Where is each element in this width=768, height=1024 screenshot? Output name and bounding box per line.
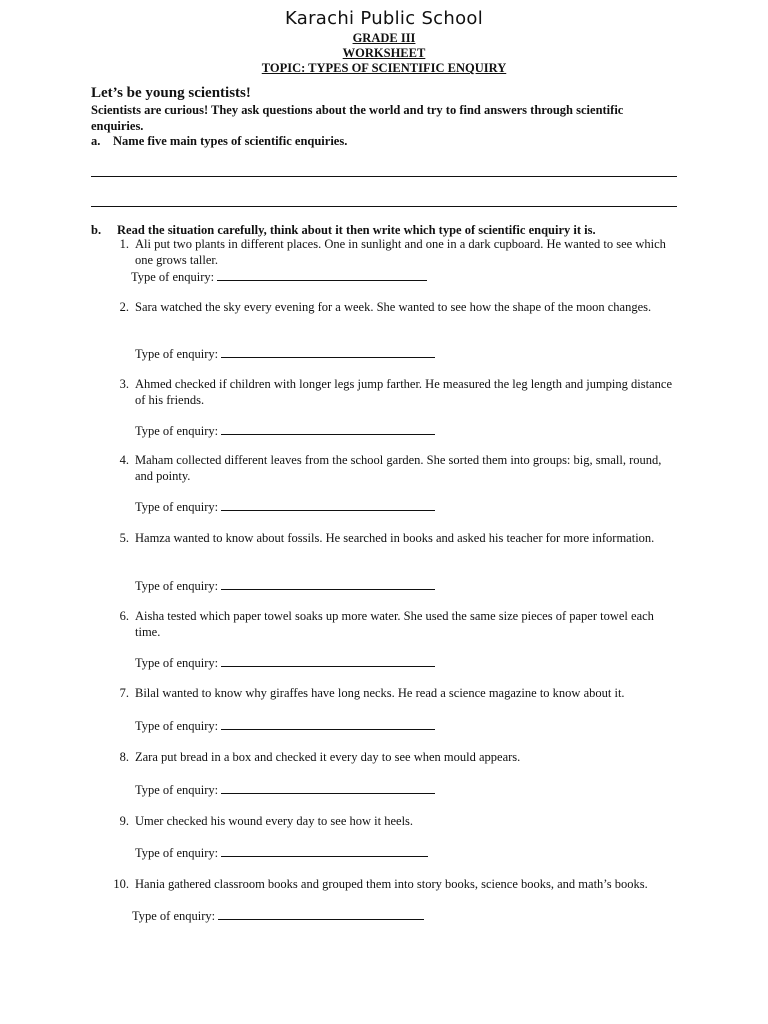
item-number: 1. (119, 237, 129, 251)
item-number: 10. (113, 877, 129, 891)
grade-heading: GRADE III (352, 31, 416, 45)
question-b (91, 223, 596, 238)
item-number: 8. (119, 750, 129, 764)
worksheet-title: Let’s be young scientists! (91, 85, 251, 101)
answer-blank[interactable] (221, 845, 428, 857)
answer-blank[interactable] (221, 499, 435, 511)
item-text: Ahmed checked if children with longer legs jump farther. He measured the leg length and jumping distance of his friends. (135, 377, 672, 407)
item-text: Sara watched the sky every evening for a week. She wanted to see how the shape of the moon changes. (135, 300, 652, 314)
answer-row (135, 423, 435, 439)
answer-row (135, 655, 435, 671)
answer-row (135, 718, 435, 734)
answer-label: Type of enquiry: (135, 579, 219, 593)
worksheet-heading: WORKSHEET (342, 46, 426, 60)
item-text: Zara put bread in a box and checked it every day to see when mould appears. (135, 750, 521, 764)
answer-label: Type of enquiry: (135, 424, 219, 438)
question-a-label: a. (91, 134, 101, 148)
topic-heading: TOPIC: TYPES OF SCIENTIFIC ENQUIRY (261, 61, 507, 75)
question-a-text: Name five main types of scientific enquiries. (113, 134, 348, 148)
answer-label: Type of enquiry: (131, 270, 215, 284)
answer-blank[interactable] (217, 269, 427, 281)
item-text: Ali put two plants in different places. One in sunlight and one in a dark cupboard. He wanted to see which one grows taller. (135, 237, 666, 267)
answer-blank[interactable] (221, 782, 435, 794)
school-name: Karachi Public School (284, 8, 484, 29)
question-a (91, 134, 347, 149)
answer-blank[interactable] (221, 346, 435, 358)
item-number: 3. (119, 377, 129, 391)
answer-line-2[interactable] (91, 206, 677, 207)
item-text: Maham collected different leaves from the school garden. She sorted them into groups: big, small, round, and pointy. (135, 453, 662, 483)
answer-blank[interactable] (221, 578, 435, 590)
item-text: Aisha tested which paper towel soaks up more water. She used the same size pieces of paper towel each time. (135, 609, 654, 639)
answer-row (135, 499, 435, 515)
answer-row (132, 908, 424, 924)
answer-label: Type of enquiry: (135, 347, 219, 361)
answer-blank[interactable] (221, 423, 435, 435)
answer-row (135, 578, 435, 594)
item-text: Bilal wanted to know why giraffes have long necks. He read a science magazine to know about it. (135, 686, 625, 700)
question-b-text: Read the situation carefully, think about it then write which type of scientific enquiry it is. (117, 223, 596, 237)
question-b-label: b. (91, 223, 102, 237)
answer-label: Type of enquiry: (135, 656, 219, 670)
item-number: 2. (119, 300, 129, 314)
answer-label: Type of enquiry: (135, 783, 219, 797)
answer-line-1[interactable] (91, 176, 677, 177)
answer-label: Type of enquiry: (135, 719, 219, 733)
item-number: 5. (119, 531, 129, 545)
item-number: 4. (119, 453, 129, 467)
item-text: Hamza wanted to know about fossils. He searched in books and asked his teacher for more information. (135, 531, 655, 545)
answer-blank[interactable] (218, 908, 424, 920)
item-text: Hania gathered classroom books and grouped them into story books, science books, and math’s books. (135, 877, 648, 891)
answer-blank[interactable] (221, 655, 435, 667)
answer-row (131, 269, 427, 285)
answer-row (135, 346, 435, 362)
answer-row (135, 845, 428, 861)
answer-label: Type of enquiry: (135, 500, 219, 514)
item-number: 9. (119, 814, 129, 828)
answer-label: Type of enquiry: (132, 909, 216, 923)
answer-label: Type of enquiry: (135, 846, 219, 860)
item-number: 6. (119, 609, 129, 623)
answer-blank[interactable] (221, 718, 435, 730)
intro-text: Scientists are curious! They ask questions about the world and try to find answers through scientific enquiries. (91, 103, 624, 133)
item-text: Umer checked his wound every day to see how it heels. (135, 814, 414, 828)
item-number: 7. (119, 686, 129, 700)
answer-row (135, 782, 435, 798)
